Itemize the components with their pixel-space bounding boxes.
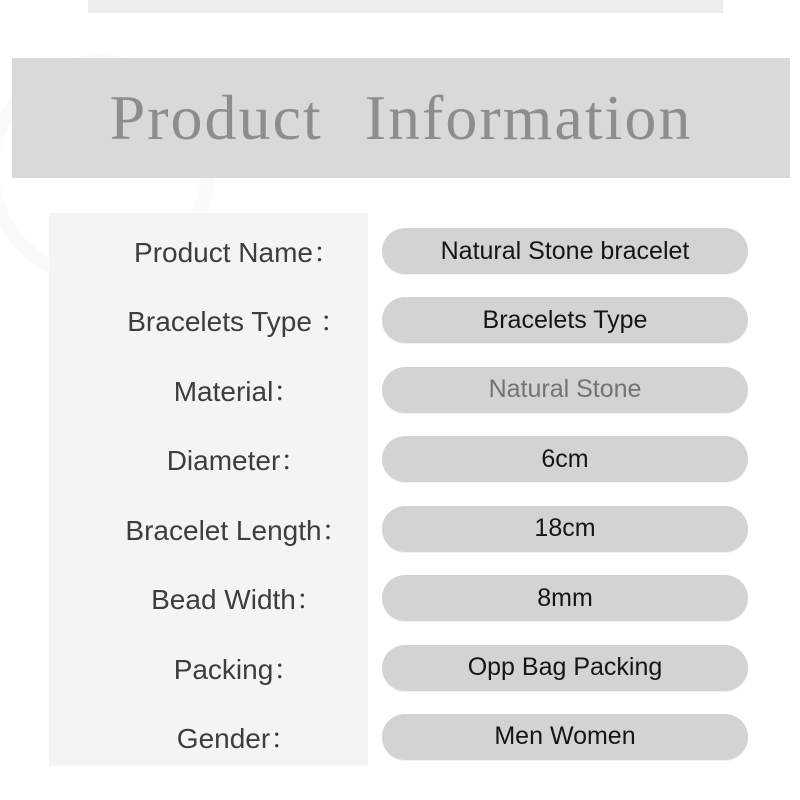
spec-value: Natural Stone bbox=[488, 375, 642, 404]
spec-value: 18cm bbox=[534, 514, 596, 543]
spec-row-bracelet-length bbox=[0, 506, 800, 552]
spec-row-product-name bbox=[0, 228, 800, 274]
spec-label: Material： bbox=[173, 375, 302, 407]
spec-value: 6cm bbox=[541, 444, 589, 473]
page-title: Product Information bbox=[109, 82, 693, 153]
spec-value-pill bbox=[382, 645, 748, 691]
spec-value-pill bbox=[382, 575, 748, 621]
spec-value-pill bbox=[382, 506, 748, 552]
spec-label: Bracelet Length： bbox=[125, 514, 350, 546]
spec-value: 8mm bbox=[537, 583, 593, 612]
spec-value-pill bbox=[382, 714, 748, 760]
spec-value: Opp Bag Packing bbox=[467, 653, 663, 682]
title-banner bbox=[12, 58, 790, 178]
top-divider-bar bbox=[88, 0, 723, 13]
spec-value: Men Women bbox=[494, 722, 636, 751]
spec-row-bracelets-type bbox=[0, 297, 800, 343]
spec-row-material bbox=[0, 367, 800, 413]
spec-value: Bracelets Type bbox=[482, 305, 648, 334]
spec-list bbox=[0, 228, 800, 760]
spec-row-packing bbox=[0, 645, 800, 691]
spec-value: Natural Stone bracelet bbox=[440, 236, 690, 265]
spec-value-pill bbox=[382, 367, 748, 413]
spec-label: Bracelets Type ： bbox=[127, 306, 348, 338]
spec-value-pill bbox=[382, 297, 748, 343]
spec-label: Packing： bbox=[173, 653, 302, 685]
spec-value-pill bbox=[382, 228, 748, 274]
spec-row-diameter bbox=[0, 436, 800, 482]
spec-value-pill bbox=[382, 436, 748, 482]
spec-label: Product Name： bbox=[134, 237, 341, 268]
spec-label: Diameter： bbox=[166, 445, 309, 477]
spec-row-gender bbox=[0, 714, 800, 760]
spec-label: Gender： bbox=[176, 722, 299, 754]
spec-row-bead-width bbox=[0, 575, 800, 621]
spec-label: Bead Width： bbox=[151, 584, 324, 616]
